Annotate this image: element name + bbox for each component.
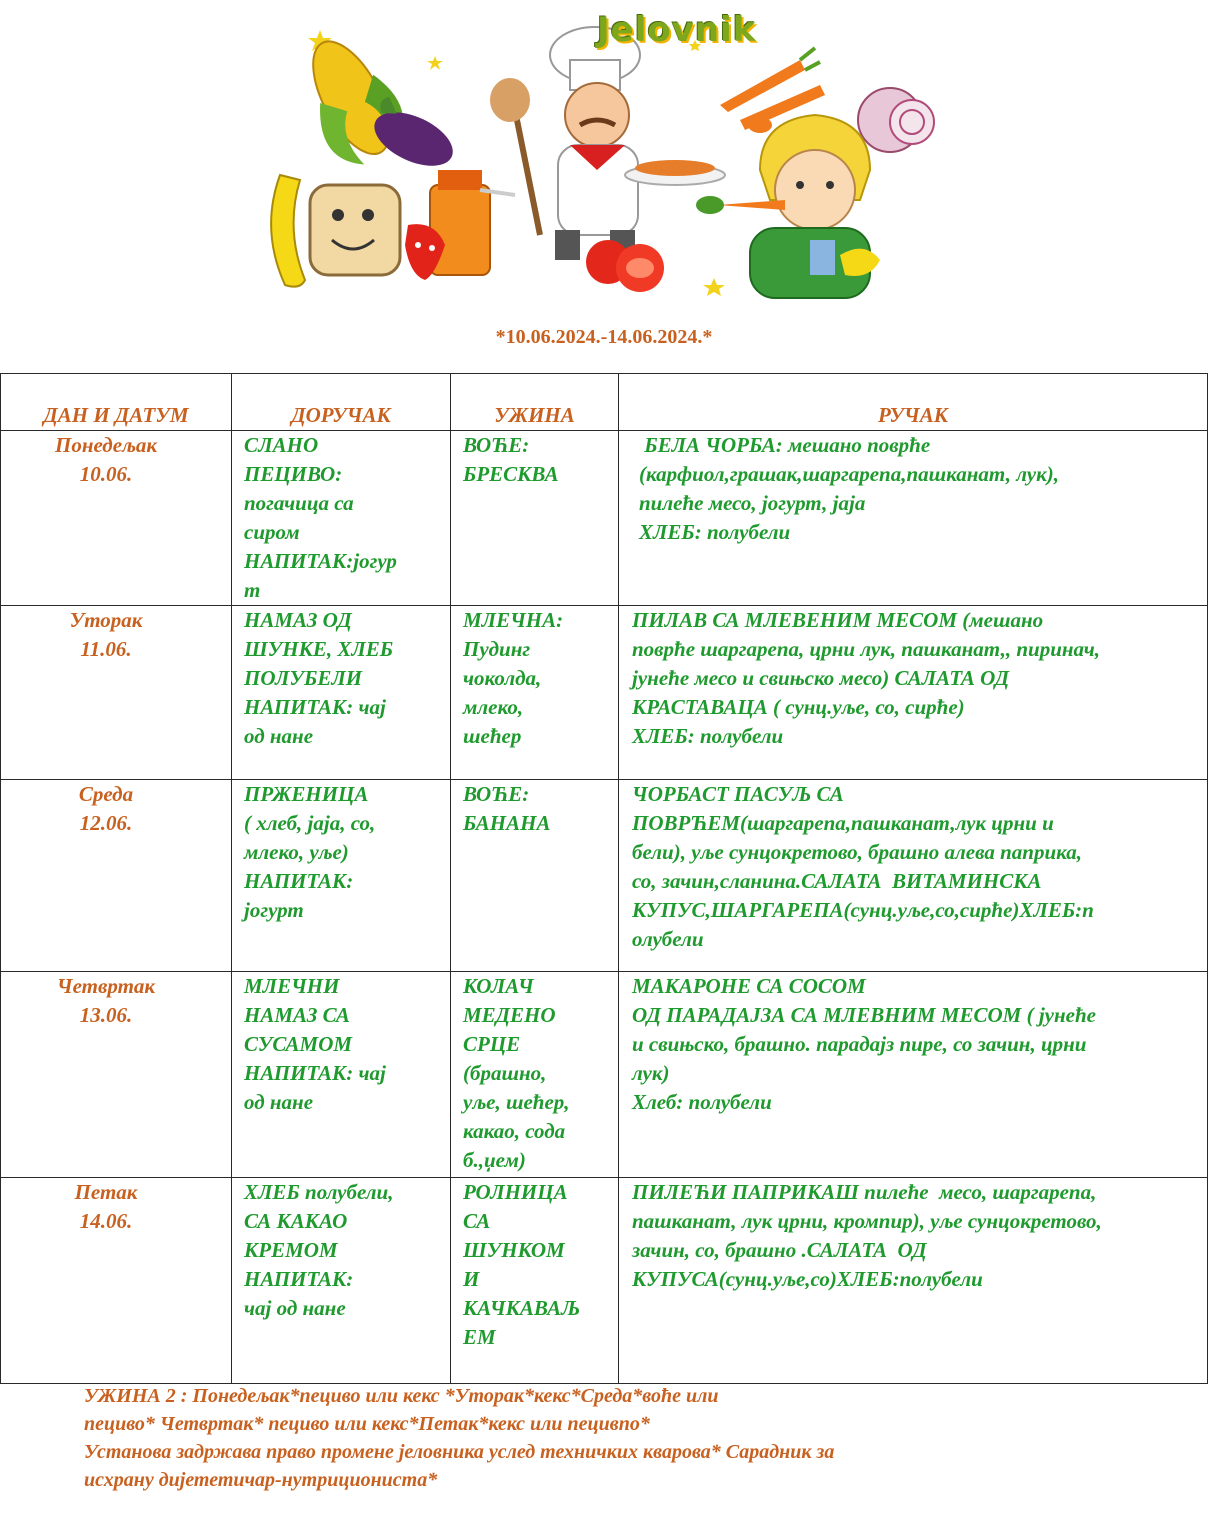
lunch-line: (карфиол,грашак,шаргарепа,пашканат, лук), xyxy=(639,462,1059,486)
header-illustration xyxy=(240,0,970,300)
breakfast-line: КРЕМОМ xyxy=(244,1238,338,1262)
day-cell xyxy=(1,972,232,1178)
day-date: 14.06. xyxy=(79,1209,133,1233)
snack-line: млеко, xyxy=(463,695,524,719)
day-cell xyxy=(1,606,232,780)
breakfast-line: НАПИТАК:јогур xyxy=(244,549,397,573)
day-date: 13.06. xyxy=(79,1003,133,1027)
breakfast-line: млеко, уље) xyxy=(244,840,349,864)
snack-line: ВОЋЕ: xyxy=(463,782,530,806)
snack-line: Пудинг xyxy=(463,637,531,661)
lunch-line: ОД ПАРАДАЈЗА СА МЛЕВНИМ МЕСОМ ( јунеће xyxy=(632,1003,1096,1027)
breakfast-cell xyxy=(232,606,451,780)
lunch-line: и свињско, брашно. парадајз пире, со зачин, црни xyxy=(632,1032,1087,1056)
breakfast-line: т xyxy=(244,578,261,602)
lunch-line: олубели xyxy=(632,927,704,951)
snack-line: МЛЕЧНА: xyxy=(463,608,564,632)
lunch-line: со, зачин,сланина.САЛАТА ВИТАМИНСКА xyxy=(632,869,1042,893)
snack-line: (брашно, xyxy=(463,1061,547,1085)
breakfast-line: ПРЖЕНИЦА xyxy=(244,782,369,806)
lunch-line: ХЛЕБ: полубели xyxy=(639,520,791,544)
snack-cell xyxy=(451,1178,619,1384)
lunch-line: лук) xyxy=(632,1061,670,1085)
breakfast-line: НАПИТАК: чај xyxy=(244,695,386,719)
lunch-line: пилеће месо, јогурт, јаја xyxy=(639,491,866,515)
day-date: 12.06. xyxy=(79,811,133,835)
footer-line: УЖИНА 2 : Понедељак*пециво или кекс *Уторак*кекс*Среда*воће или xyxy=(84,1385,719,1407)
day-name: Четвртак xyxy=(56,974,156,998)
column-header-day: ДАН И ДАТУМ xyxy=(1,374,232,431)
breakfast-line: погачица са xyxy=(244,491,354,515)
date-range: *10.06.2024.-14.06.2024.* xyxy=(495,326,713,348)
breakfast-line: ХЛЕБ полубели, xyxy=(244,1180,394,1204)
lunch-cell xyxy=(619,606,1208,780)
snack-cell xyxy=(451,780,619,972)
lunch-line: ПИЛЕЋИ ПАПРИКАШ пилеће месо, шаргарепа, xyxy=(632,1180,1097,1204)
snack-line: БАНАНА xyxy=(463,811,551,835)
lunch-line: КУПУС,ШАРГАРЕПА(сунц.уље,со,сирће)ХЛЕБ:п xyxy=(632,898,1094,922)
snack-line: уље, шећер, xyxy=(463,1090,570,1114)
lunch-line: КУПУСА(сунц.уље,со)ХЛЕБ:полубели xyxy=(632,1267,983,1291)
breakfast-line: од нане xyxy=(244,1090,314,1114)
lunch-line: МАКАРОНЕ СА СОСОМ xyxy=(632,974,866,998)
snack-cell xyxy=(451,972,619,1178)
breakfast-line: ПОЛУБЕЛИ xyxy=(244,666,363,690)
snack-line: ВОЋЕ: xyxy=(463,433,530,457)
lunch-line: бели), уље сунцокретово, брашно алева паприка, xyxy=(632,840,1083,864)
lunch-line: јунеће месо и свињско месо) САЛАТА ОД xyxy=(632,666,1010,690)
breakfast-line: НАПИТАК: чај xyxy=(244,1061,386,1085)
snack-line: шећер xyxy=(463,724,522,748)
table-header-row xyxy=(1,374,1208,431)
table-row xyxy=(1,431,1208,606)
day-cell xyxy=(1,780,232,972)
breakfast-line: СА КАКАО xyxy=(244,1209,348,1233)
day-cell xyxy=(1,1178,232,1384)
lunch-line: поврће шаргарепа, црни лук, пашканат,, пиринач, xyxy=(632,637,1101,661)
footer-line: исхрану дијететичар-нутриционистa* xyxy=(84,1469,438,1491)
breakfast-line: од нане xyxy=(244,724,314,748)
lunch-line: ЧОРБАСТ ПАСУЉ СА xyxy=(632,782,844,806)
table-row xyxy=(1,1178,1208,1384)
table-row xyxy=(1,606,1208,780)
column-header-lunch: РУЧАК xyxy=(619,374,1208,431)
breakfast-line: ПЕЦИВО: xyxy=(244,462,343,486)
day-date: 10.06. xyxy=(79,462,133,486)
snack-line: чоколда, xyxy=(463,666,542,690)
day-name: Петак xyxy=(74,1180,138,1204)
table-row xyxy=(1,780,1208,972)
breakfast-line: ШУНКЕ, ХЛЕБ xyxy=(244,637,394,661)
column-header-snack: УЖИНА xyxy=(451,374,619,431)
breakfast-line: НАМАЗ ОД xyxy=(244,608,352,632)
snack-line: СА xyxy=(463,1209,491,1233)
lunch-line: ПОВРЋЕМ(шаргарепа,пашканат,лук црни и xyxy=(632,811,1054,835)
snack-line: какао, сода xyxy=(463,1119,566,1143)
breakfast-line: НАМАЗ СА xyxy=(244,1003,350,1027)
snack-cell xyxy=(451,606,619,780)
day-name: Среда xyxy=(78,782,134,806)
breakfast-line: МЛЕЧНИ xyxy=(244,974,340,998)
lunch-line: БЕЛА ЧОРБА: мешано поврће xyxy=(639,433,931,457)
breakfast-line: ( хлеб, јаја, со, xyxy=(244,811,376,835)
lunch-cell xyxy=(619,972,1208,1178)
column-header-breakfast: ДОРУЧАК xyxy=(232,374,451,431)
snack-line: б.,џем) xyxy=(463,1148,526,1172)
breakfast-line: јогурт xyxy=(244,898,304,922)
lunch-cell xyxy=(619,780,1208,972)
footer-line: пециво* Четвртак* пециво или кекс*Петак*кекс или пецивпо* xyxy=(84,1413,650,1435)
lunch-line: КРАСТАВАЦА ( сунц.уље, со, сирће) xyxy=(632,695,965,719)
breakfast-line: НАПИТАК: xyxy=(244,1267,354,1291)
lunch-cell xyxy=(619,1178,1208,1384)
weekly-menu-table xyxy=(0,373,1208,1384)
breakfast-cell xyxy=(232,972,451,1178)
day-name: Уторак xyxy=(69,608,143,632)
snack-cell xyxy=(451,431,619,606)
lunch-line: пашканат, лук црни, кромпир), уље сунцокретово, xyxy=(632,1209,1102,1233)
snack-line: КАЧКАВАЉ xyxy=(463,1296,581,1320)
snack-line: ЕМ xyxy=(463,1325,496,1349)
breakfast-line: СУСАМОМ xyxy=(244,1032,353,1056)
breakfast-line: СЛАНО xyxy=(244,433,319,457)
breakfast-line: НАПИТАК: xyxy=(244,869,354,893)
snack-line: И xyxy=(463,1267,480,1291)
lunch-line: ХЛЕБ: полубели xyxy=(632,724,784,748)
lunch-cell xyxy=(619,431,1208,606)
lunch-line: зачин, со, брашно .САЛАТА ОД xyxy=(632,1238,927,1262)
snack-line: БРЕСКВА xyxy=(463,462,559,486)
snack-line: МЕДЕНО xyxy=(463,1003,556,1027)
breakfast-cell xyxy=(232,780,451,972)
snack-line: РОЛНИЦА xyxy=(463,1180,568,1204)
breakfast-cell xyxy=(232,431,451,606)
snack-line: СРЦЕ xyxy=(463,1032,521,1056)
breakfast-cell xyxy=(232,1178,451,1384)
day-name: Понедељак xyxy=(54,433,158,457)
table-row xyxy=(1,972,1208,1178)
breakfast-line: сиром xyxy=(244,520,300,544)
footer-line: Установа задржава право промене јеловника услед техничких кварова* Сарадник за xyxy=(84,1441,835,1463)
snack-line: КОЛАЧ xyxy=(463,974,534,998)
jelovnik-logo: Jelovnik xyxy=(597,10,757,50)
breakfast-line: чај од нане xyxy=(244,1296,346,1320)
day-date: 11.06. xyxy=(80,637,132,661)
lunch-line: ПИЛАВ СА МЛЕВЕНИМ МЕСОМ (мешано xyxy=(632,608,1044,632)
snack-line: ШУНКОМ xyxy=(463,1238,565,1262)
footer-notes xyxy=(84,1382,1184,1494)
lunch-line: Хлеб: полубели xyxy=(632,1090,772,1114)
day-cell xyxy=(1,431,232,606)
